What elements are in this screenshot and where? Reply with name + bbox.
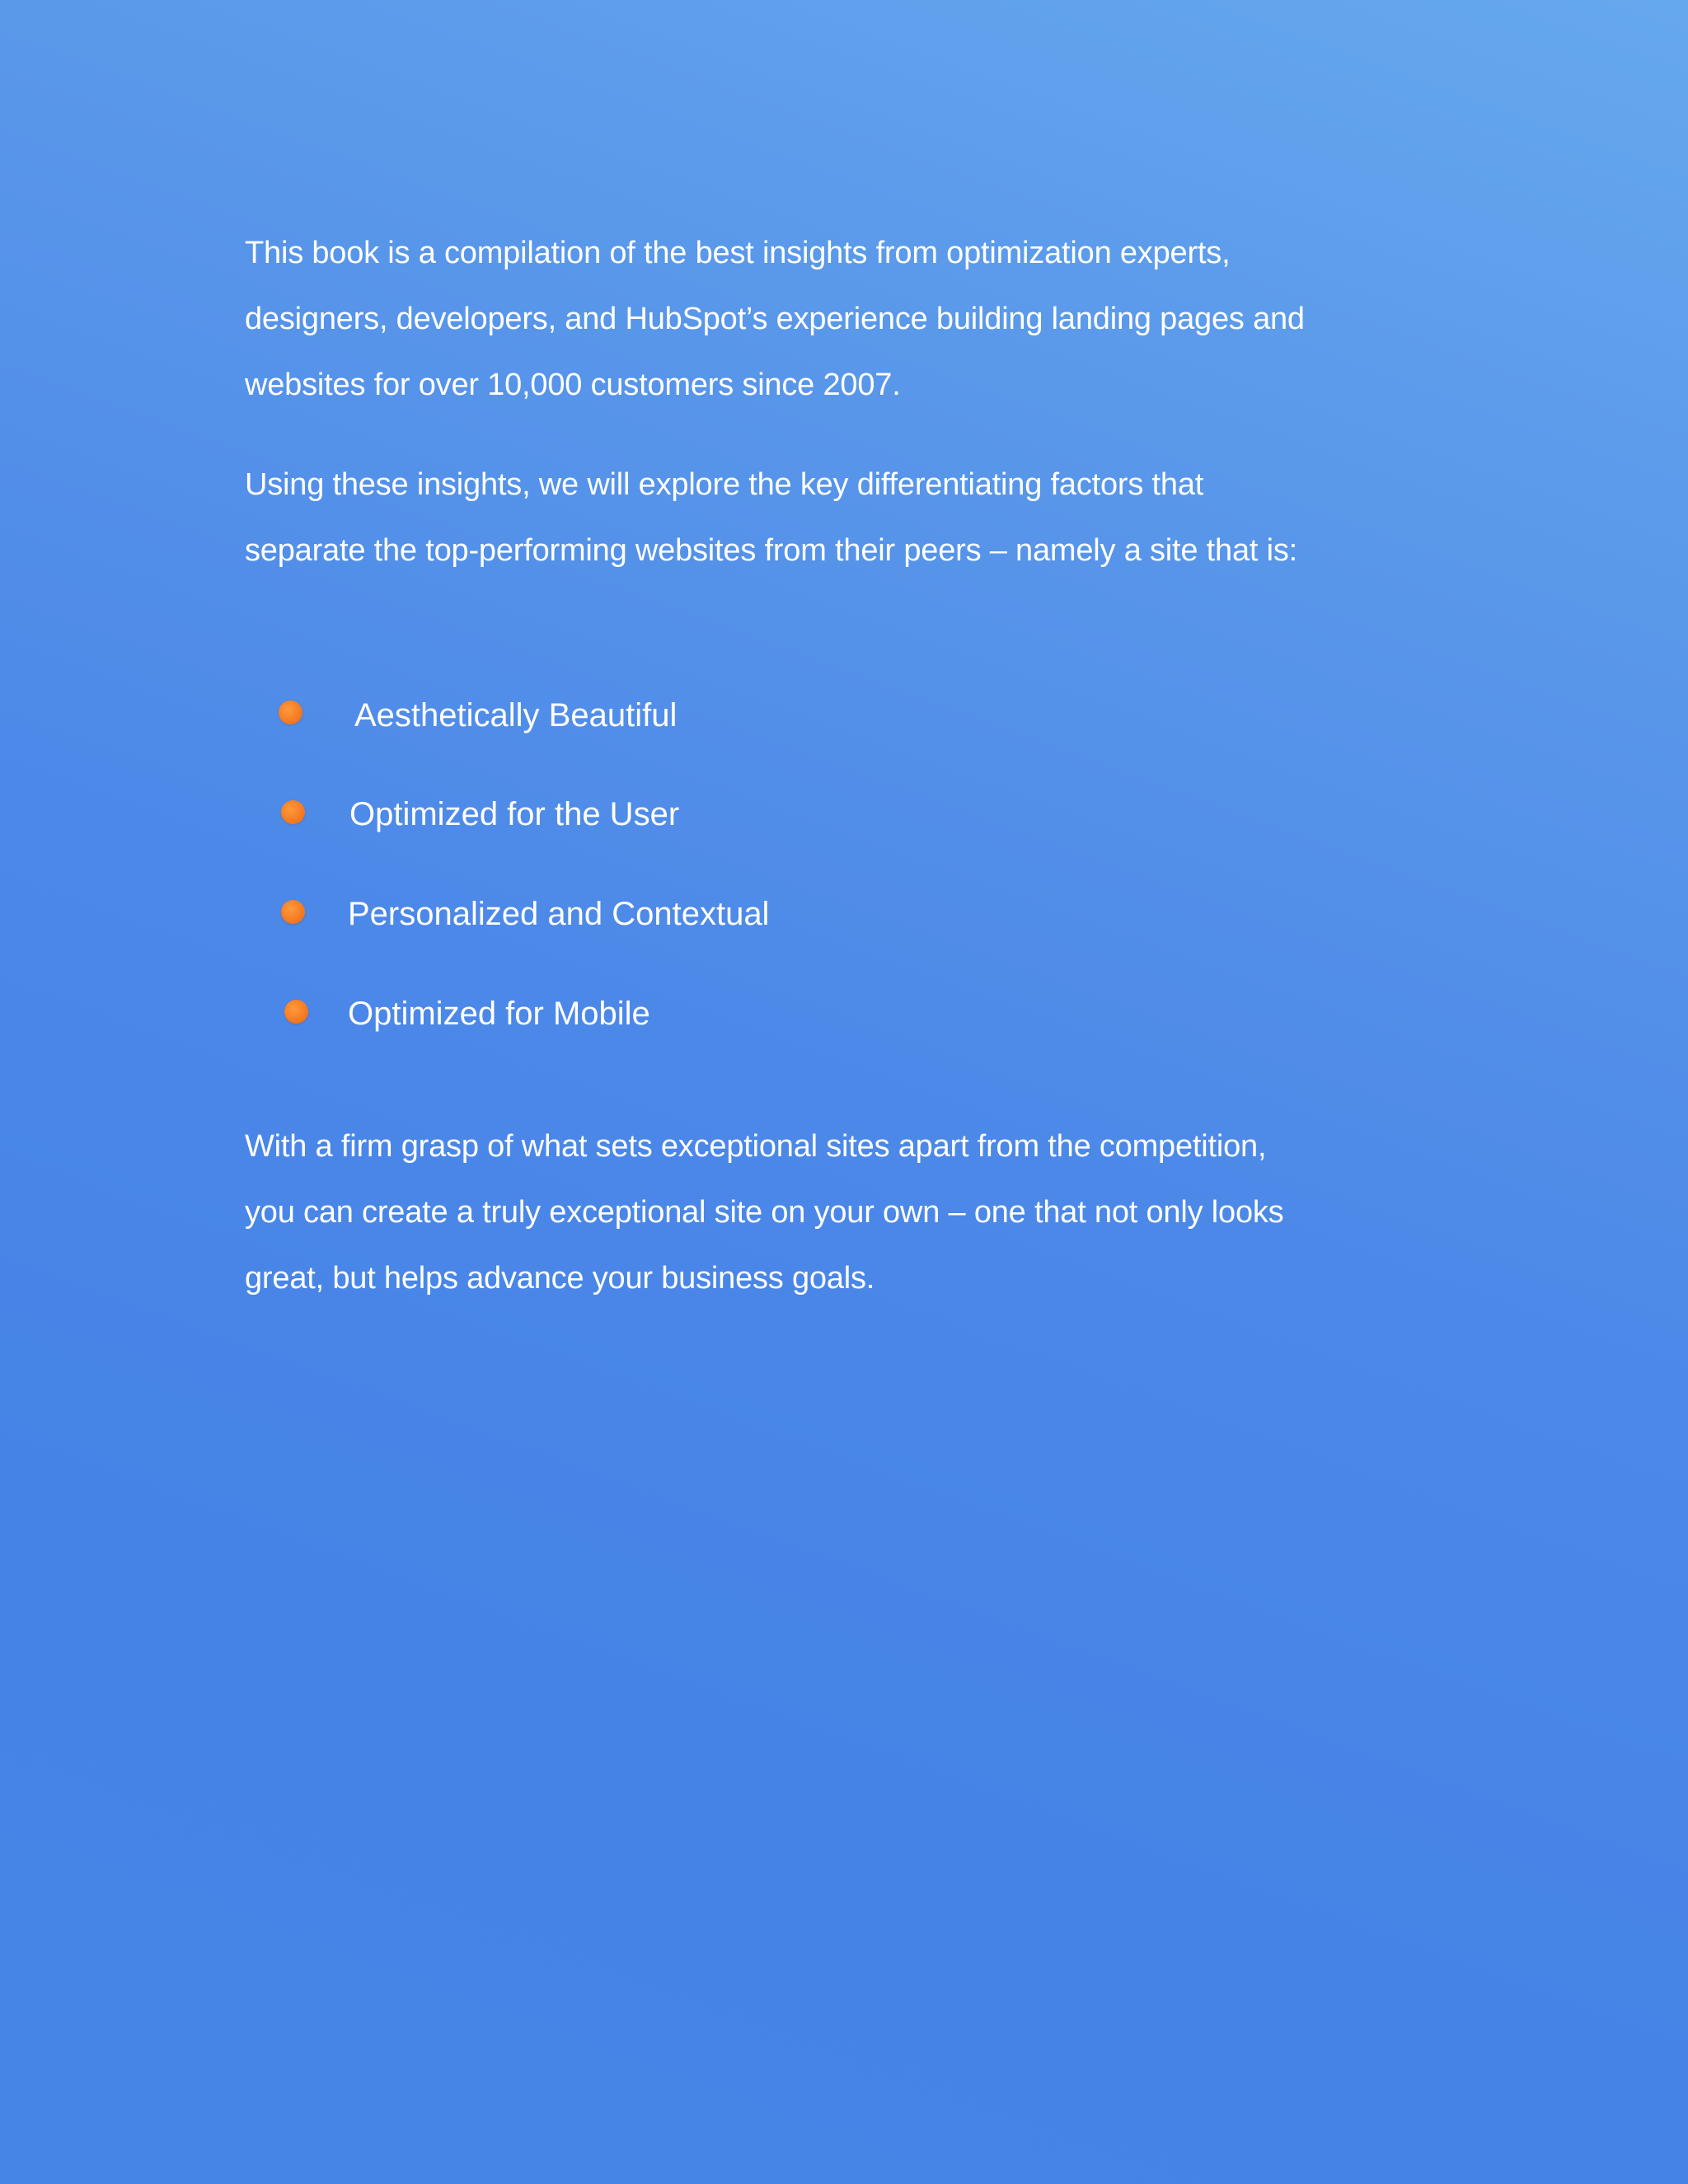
insights-line: Using these insights, we will explore the key differentiating factors that (245, 467, 1204, 502)
list-item (0, 790, 1688, 839)
insights-paragraph (245, 452, 1440, 583)
intro-line: designers, developers, and HubSpot’s experience building landing pages and (245, 302, 1305, 336)
bullet-dot-icon (281, 900, 305, 924)
intro-paragraph (245, 220, 1440, 418)
list-item (0, 889, 1688, 939)
bullet-dot-icon (284, 1000, 308, 1024)
bullet-dot-icon (281, 800, 305, 824)
list-item (0, 691, 1688, 740)
list-item-label: Personalized and Contextual (348, 896, 770, 932)
list-item-label: Aesthetically Beautiful (354, 697, 678, 733)
intro-line: This book is a compilation of the best insights from optimization experts, (245, 236, 1231, 270)
insights-line: separate the top-performing websites from their peers – namely a site that is: (245, 533, 1298, 568)
bullet-dot-icon (279, 701, 302, 724)
intro-line: websites for over 10,000 customers since 2007. (245, 368, 901, 402)
closing-line: great, but helps advance your business goals. (245, 1261, 875, 1296)
closing-line: With a firm grasp of what sets exceptional sites apart from the competition, (245, 1129, 1267, 1164)
list-item-label: Optimized for Mobile (348, 996, 650, 1032)
list-item (0, 989, 1688, 1038)
closing-paragraph (245, 1113, 1440, 1311)
closing-line: you can create a truly exceptional site on your own – one that not only looks (245, 1195, 1284, 1230)
list-item-label: Optimized for the User (349, 796, 680, 832)
